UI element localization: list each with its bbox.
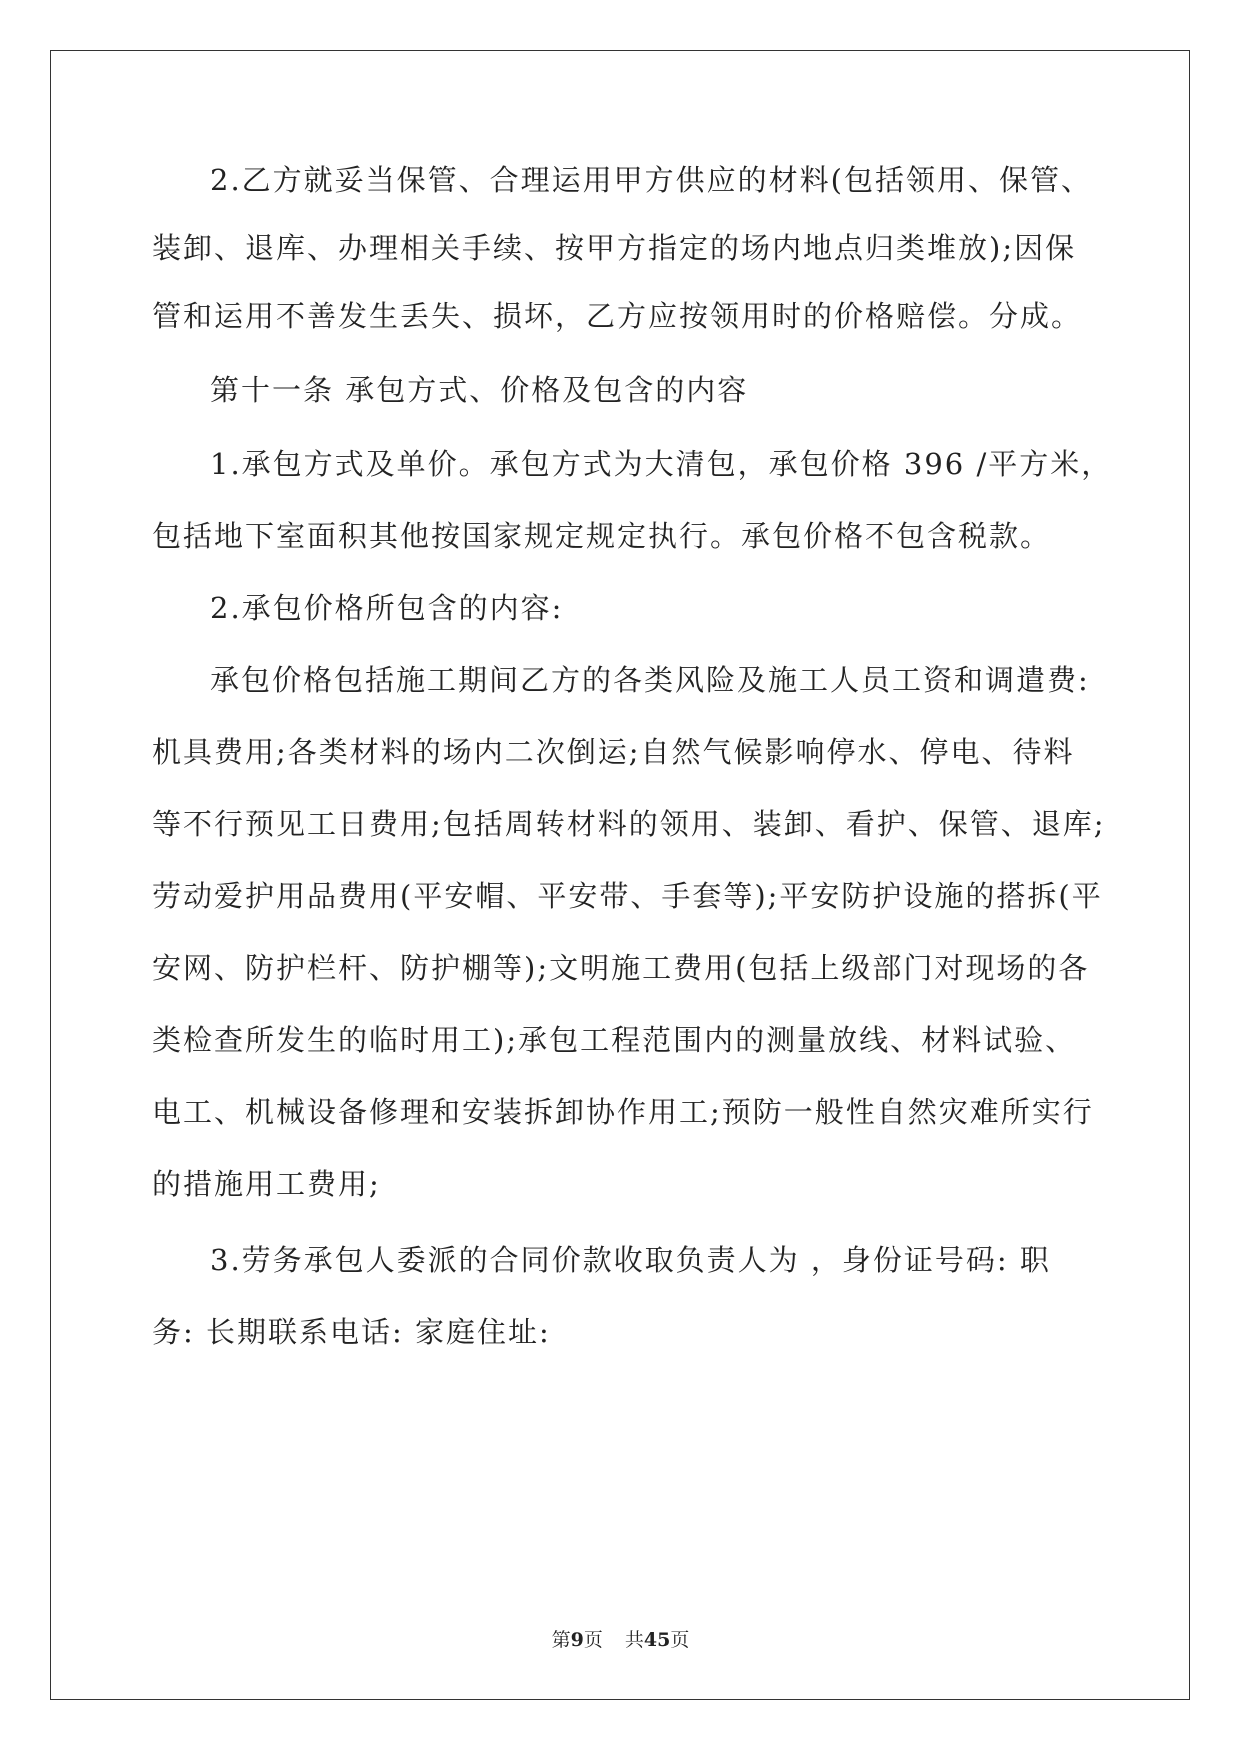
paragraph-line: 2.乙方就妥当保管、合理运用甲方供应的材料(包括领用、保管、 [210,163,1092,197]
paragraph-line: 等不行预见工日费用;包括周转材料的领用、装卸、看护、保管、退库; [152,807,1106,841]
page-suffix: 页 [583,1629,603,1651]
paragraph-line: 1.承包方式及单价。承包方式为大清包，承包价格 396 /平方米， [210,447,1113,481]
paragraph-line: 包括地下室面积其他按国家规定规定执行。承包价格不包含税款。 [152,519,1052,553]
paragraph-line: 3.劳务承包人委派的合同价款收取负责人为 ，身份证号码: 职 [210,1243,1051,1277]
paragraph-line: 承包价格包括施工期间乙方的各类风险及施工人员工资和调遣费: [210,663,1090,697]
paragraph-line: 电工、机械设备修理和安装拆卸协作用工;预防一般性自然灾难所实行 [152,1095,1094,1129]
paragraph-line: 装卸、退库、办理相关手续、按甲方指定的场内地点归类堆放);因保 [152,231,1077,265]
paragraph-line: 类检查所发生的临时用工);承包工程范围内的测量放线、材料试验、 [152,1023,1077,1057]
total-suffix: 页 [670,1629,690,1651]
paragraph-line: 机具费用;各类材料的场内二次倒运;自然气候影响停水、停电、待料 [152,735,1075,769]
paragraph-line: 务: 长期联系电话: 家庭住址: [152,1315,551,1349]
total-prefix: 共 [624,1629,644,1651]
page-footer [0,1628,1241,1652]
paragraph-line: 的措施用工费用; [152,1167,381,1201]
paragraph-line: 劳动爱护用品费用(平安帽、平安带、手套等);平安防护设施的搭拆(平 [152,879,1103,913]
section-heading: 第十一条 承包方式、价格及包含的内容 [210,373,749,407]
paragraph-line: 安网、防护栏杆、防护棚等);文明施工费用(包括上级部门对现场的各 [152,951,1090,985]
total-pages: 45 [643,1629,671,1651]
paragraph-line: 管和运用不善发生丢失、损坏，乙方应按领用时的价格赔偿。分成。 [152,299,1083,333]
page-number: 9 [570,1629,584,1651]
page-prefix: 第 [551,1629,571,1651]
paragraph-line: 2.承包价格所包含的内容: [210,591,564,625]
